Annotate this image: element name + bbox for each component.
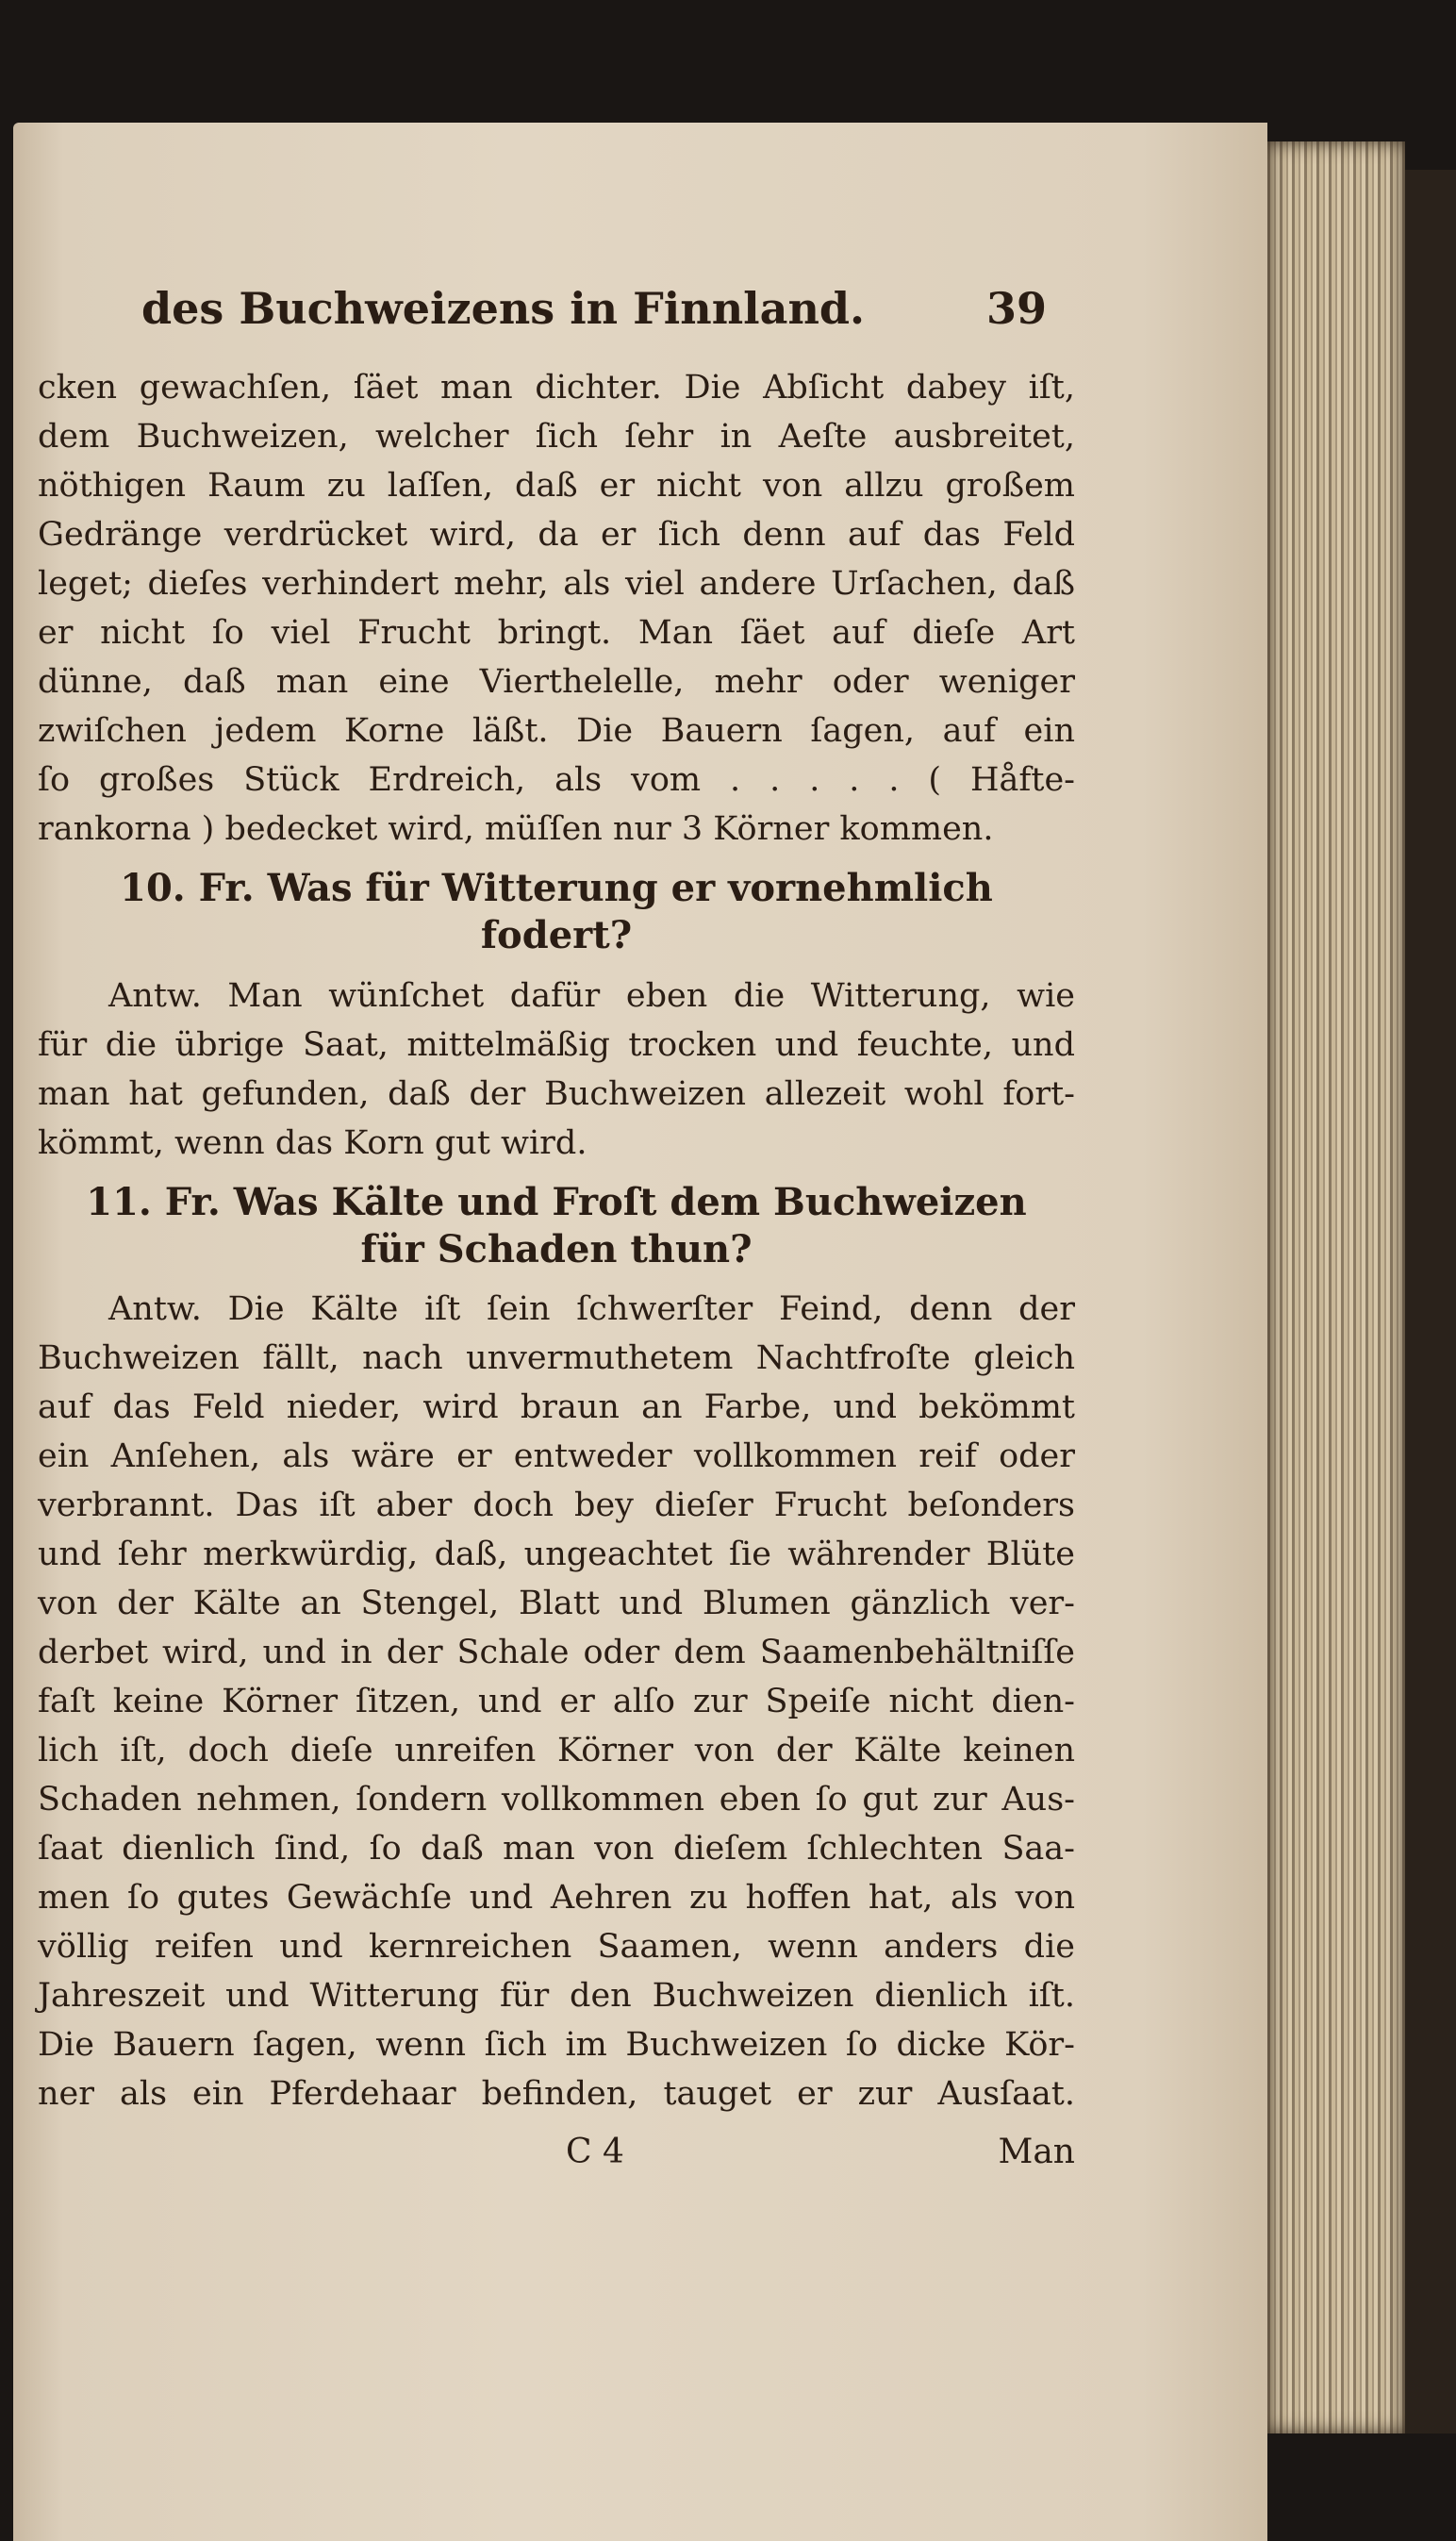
catchword: Man xyxy=(998,2133,1075,2171)
text-line: Buchweizen fällt, nach unvermuthetem Nachtfroſte gleich xyxy=(38,1339,1075,1377)
text-line: faſt keine Körner ſitzen, und er alſo zur Speiſe nicht dien- xyxy=(38,1683,1075,1720)
text-line: leget; dieſes verhindert mehr, als viel andere Urſachen, daß xyxy=(38,565,1075,603)
text-line: nöthigen Raum zu laſſen, daß er nicht von allzu großem xyxy=(38,467,1075,505)
text-line: auf das Feld nieder, wird braun an Farbe, und bekömmt xyxy=(38,1388,1075,1426)
running-header xyxy=(141,283,1047,349)
text-line: für die übrige Saat, mittelmäßig trocken und feuchte, und xyxy=(38,1026,1075,1064)
text-line: lich iſt, doch dieſe unreifen Körner von der Kälte keinen xyxy=(38,1732,1075,1769)
page-footer xyxy=(38,2128,1075,2184)
paragraph-2 xyxy=(38,972,1075,1168)
heading-line: 11. Fr. Was Kälte und Froſt dem Buchweizen xyxy=(86,1180,1027,1224)
text-line: Die Bauern ſagen, wenn ſich im Buchweizen ſo dicke Kör- xyxy=(38,2026,1075,2064)
text-line: rankorna ) bedecket wird, müſſen nur 3 Körner kommen. xyxy=(38,810,994,848)
question-11-heading xyxy=(38,1179,1075,1273)
text-line: von der Kälte an Stengel, Blatt und Blumen gänzlich ver- xyxy=(38,1585,1075,1622)
text-line: und ſehr merkwürdig, daß, ungeachtet ſie währender Blüte xyxy=(38,1536,1075,1573)
running-title: des Buchweizens in Finnland. xyxy=(141,283,866,334)
text-line: dem Buchweizen, welcher ſich ſehr in Aeſte ausbreitet, xyxy=(38,418,1075,456)
text-line: völlig reifen und kernreichen Saamen, wenn anders die xyxy=(38,1928,1075,1966)
text-line: kömmt, wenn das Korn gut wird. xyxy=(38,1124,587,1162)
text-line: Antw. Die Kälte iſt ſein ſchwerſter Feind, denn der xyxy=(108,1290,1075,1328)
heading-line: 10. Fr. Was für Witterung er vornehmlich xyxy=(120,866,993,910)
text-line: Schaden nehmen, ſondern vollkommen eben ſo gut zur Aus- xyxy=(38,1781,1075,1819)
text-line: ſaat dienlich ſind, ſo daß man von dieſem ſchlechten Saa- xyxy=(38,1830,1075,1868)
text-line: dünne, daß man eine Vierthelelle, mehr oder weniger xyxy=(38,663,1075,701)
text-line: men ſo gutes Gewächſe und Aehren zu hoffen hat, als von xyxy=(38,1879,1075,1917)
text-line: derbet wird, und in der Schale oder dem Saamenbehältniſſe xyxy=(38,1634,1075,1671)
heading-line: fodert? xyxy=(480,913,633,957)
text-line: er nicht ſo viel Frucht bringt. Man ſäet auf dieſe Art xyxy=(38,614,1075,652)
text-line: man hat gefunden, daß der Buchweizen allezeit wohl fort- xyxy=(38,1075,1075,1113)
heading-line: für Schaden thun? xyxy=(360,1227,753,1271)
text-line: zwiſchen jedem Korne läßt. Die Bauern ſagen, auf ein xyxy=(38,712,1075,750)
text-line: Jahreszeit und Witterung für den Buchweizen dienlich iſt. xyxy=(38,1977,1075,2015)
paragraph-3 xyxy=(38,1285,1075,2118)
page-number: 39 xyxy=(985,283,1047,334)
question-10-heading xyxy=(38,865,1075,959)
text-line: ſo großes Stück Erdreich, als vom . . . . . ( Håfte- xyxy=(38,761,1075,799)
signature-mark: C 4 xyxy=(566,2133,624,2171)
text-line: verbrannt. Das iſt aber doch bey dieſer Frucht beſonders xyxy=(38,1486,1075,1524)
text-line: ein Anſehen, als wäre er entweder vollkommen reif oder xyxy=(38,1437,1075,1475)
page-edges xyxy=(1267,141,1405,2433)
paragraph-1 xyxy=(38,363,1075,854)
book-cover-edge xyxy=(1405,170,1456,2433)
text-line: Gedränge verdrücket wird, da er ſich denn auf das Feld xyxy=(38,516,1075,554)
text-line: Antw. Man wünſchet dafür eben die Witterung, wie xyxy=(108,977,1075,1015)
text-line: cken gewachſen, ſäet man dichter. Die Abſicht dabey iſt, xyxy=(38,369,1075,407)
text-line: ner als ein Pferdehaar befinden, tauget er zur Ausſaat. xyxy=(38,2075,1075,2113)
